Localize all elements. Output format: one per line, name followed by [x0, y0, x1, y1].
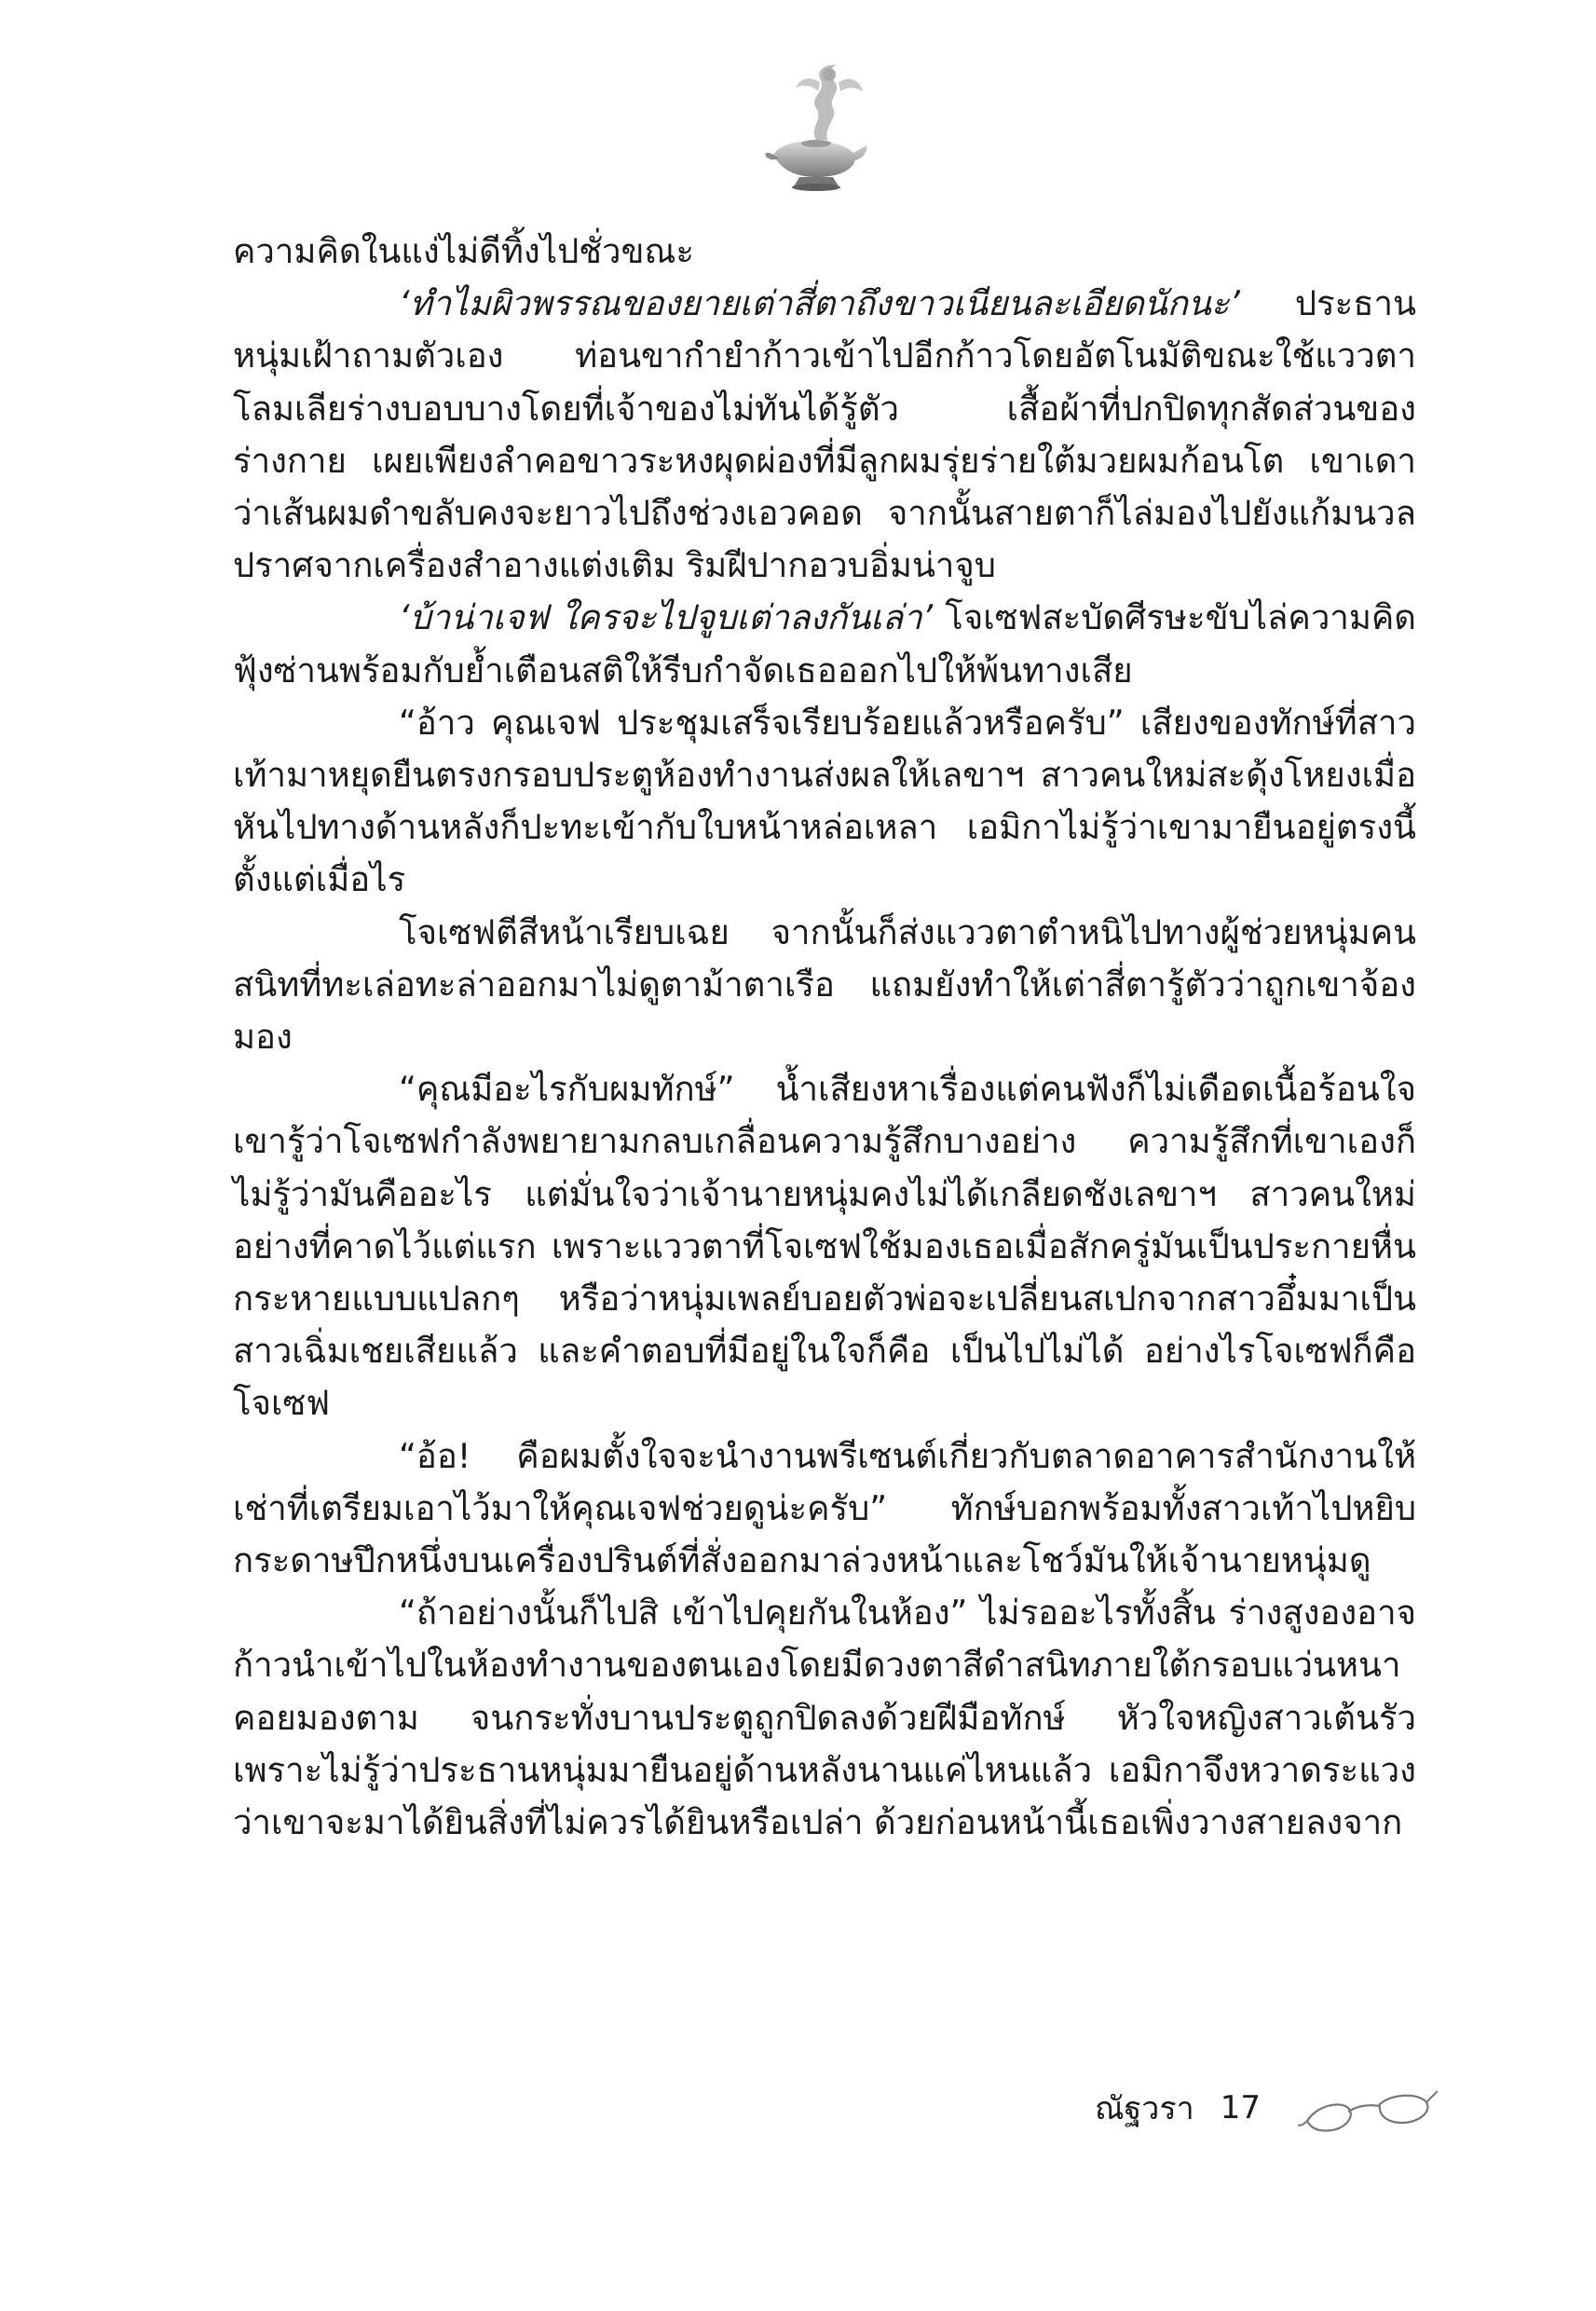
paragraph-text: “คุณมีอะไรกับผมทักษ์” น้ำเสียงหาเรื่องแต่คนฟังก็ไม่เดือดเนื้อร้อนใจ เขารู้ว่าโจเซฟกำลังพยายามกลบเกลื่อนความรู้สึกบางอย่าง ความรู้สึกที่เขาเองก็ไม่รู้ว่ามันคืออะไร แต่มั่นใจว่าเจ้านายหนุ่มคงไม่ได้เกลียดชังเลขาฯ สาวคนใหม่อย่างที่คาดไว้แต่แรก เพราะแววตาที่โจเซฟใช้มองเธอเมื่อสักครู่มันเป็นประกายหื่นกระหายแบบแปลกๆ หรือว่าหนุ่มเพลย์บอยตัวพ่อจะเปลี่ยนสเปกจากสาวอึ๋มมาเป็นสาวเฉิ่มเชยเสียแล้ว และคำตอบที่มีอยู่ในใจก็คือ เป็นไปไม่ได้ อย่างไรโจเซฟก็คือโจเซฟ [233, 1069, 1416, 1424]
paragraph [233, 907, 1416, 1064]
paragraph-text: “อ้าว คุณเจฟ ประชุมเสร็จเรียบร้อยแล้วหรือครับ” เสียงของทักษ์ที่สาวเท้ามาหยุดยืนตรงกรอบประตูห้องทำงานส่งผลให้เลขาฯ สาวคนใหม่สะดุ้งโหยงเมื่อหันไปทางด้านหลังก็ปะทะเข้ากับใบหน้าหล่อเหลา เอมิกาไม่รู้ว่าเขามายืนอยู่ตรงนี้ตั้งแต่เมื่อไร [233, 702, 1416, 900]
genie-lamp-icon [762, 54, 872, 194]
page-number: 17 [1220, 2089, 1261, 2126]
paragraph-text: “ถ้าอย่างนั้นก็ไปสิ เข้าไปคุยกันในห้อง” ไม่รออะไรทั้งสิ้น ร่างสูงองอาจก้าวนำเข้าไปในห้องทำงานของตนเองโดยมีดวงตาสีดำสนิทภายใต้กรอบแว่นหนาคอยมองตาม จนกระทั่งบานประตูถูกปิดลงด้วยฝีมือทักษ์ หัวใจหญิงสาวเต้นรัวเพราะไม่รู้ว่าประธานหนุ่มมายืนอยู่ด้านหลังนานแค่ไหนแล้ว เอมิกาจึงหวาดระแวงว่าเขาจะมาได้ยินสิ่งที่ไม่ควรได้ยินหรือเปล่า ด้วยก่อนหน้านี้เธอเพิ่งวางสายลงจาก [233, 1593, 1416, 1843]
inner-thought: ‘ทำไมผิวพรรณของยายเต่าสี่ตาถึงขาวเนียนละเอียดนักนะ’ [399, 283, 1241, 324]
paragraph-text: ประธานหนุ่มเฝ้าถามตัวเอง ท่อนขากำยำก้าวเข้าไปอีกก้าวโดยอัตโนมัติขณะใช้แววตาโลมเลียร่างบอบบางโดยที่เจ้าของไม่ทันได้รู้ตัว เสื้อผ้าที่ปกปิดทุกสัดส่วนของร่างกาย เผยเพียงลำคอขาวระหงผุดผ่องที่มีลูกผมรุ่ยร่ายใต้มวยผมก้อนโต เขาเดาว่าเส้นผมดำขลับคงจะยาวไปถึงช่วงเอวคอด จากนั้นสายตาก็ไล่มองไปยังแก้มนวลปราศจากเครื่องสำอางแต่งเติม ริมฝีปากอวบอิ่มน่าจูบ [233, 283, 1416, 586]
paragraph-text: โจเซฟสะบัดศีรษะขับไล่ความคิดฟุ้งซ่านพร้อมกับย้ำเตือนสติให้รีบกำจัดเธอออกไปให้พ้นทางเสีย [233, 597, 1417, 691]
paragraph-text: “อ้อ! คือผมตั้งใจจะนำงานพรีเซนต์เกี่ยวกับตลาดอาคารสำนักงานให้เช่าที่เตรียมเอาไว้มาให้คุณเจฟช่วยดูน่ะครับ” ทักษ์บอกพร้อมทั้งสาวเท้าไปหยิบกระดาษปึกหนึ่งบนเครื่องปรินต์ที่สั่งออกมาล่วงหน้าและโชว์มันให้เจ้านายหนุ่มดู [233, 1435, 1416, 1581]
paragraph [233, 1587, 1416, 1849]
eyeglasses-icon [1298, 2080, 1438, 2136]
paragraph [233, 278, 1416, 592]
author-name: ณัฐวรา [1094, 2090, 1194, 2127]
paragraph [233, 1063, 1416, 1429]
body-text [233, 226, 1416, 1849]
paragraph-text: ความคิดในแง่ไม่ดีทิ้งไปชั่วขณะ [233, 231, 694, 271]
page-footer [1095, 2080, 1438, 2136]
paragraph-text: โจเซฟตีสีหน้าเรียบเฉย จากนั้นก็ส่งแววตาตำหนิไปทางผู้ช่วยหนุ่มคนสนิทที่ทะเล่อทะล่าออกมาไม่ดูตาม้าตาเรือ แถมยังทำให้เต่าสี่ตารู้ตัวว่าถูกเขาจ้องมอง [233, 911, 1416, 1058]
paragraph [233, 1430, 1416, 1588]
paragraph [233, 592, 1416, 696]
paragraph [233, 226, 1416, 278]
paragraph [233, 697, 1416, 907]
inner-thought: ‘บ้าน่าเจฟ ใครจะไปจูบเต่าลงกันเล่า’ [399, 597, 934, 638]
